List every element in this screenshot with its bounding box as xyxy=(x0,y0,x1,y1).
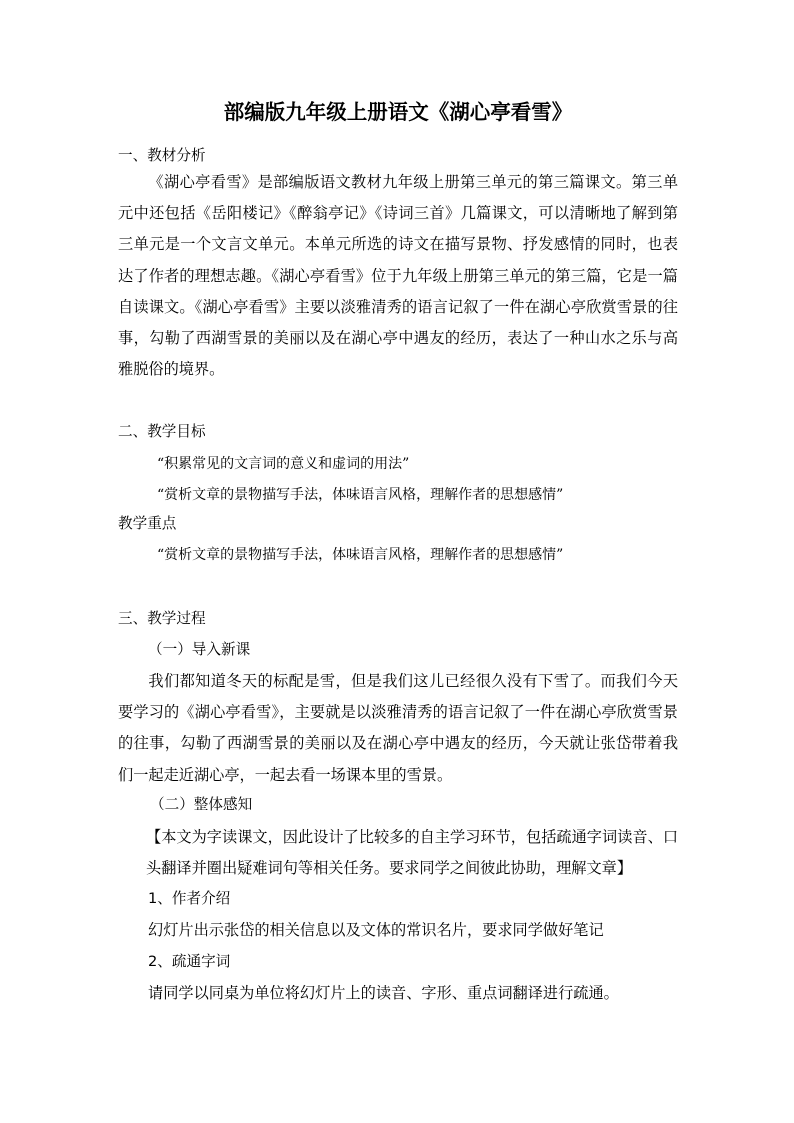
process-part2-heading: （二）整体感知 xyxy=(150,796,253,813)
process-item1-heading: 1、作者介绍 xyxy=(148,890,231,907)
document-title: 部编版九年级上册语文《湖心亭看雪》 xyxy=(223,100,573,124)
analysis-paragraph: 《湖心亭看雪》是部编版语文教材九年级上册第三单元的第三篇课文。第三单元中还包括《岳阳楼记》《醉翁亭记》《诗词三首》几篇课文，可以清晰地了解到第三单元是一个文言文单元。本单元所选的诗文在描写景物、抒发感情的同时，也表达了作者的理想志趣。《湖心亭看雪》位于九年级上册第三单元的第三篇，它是一篇自读课文。《湖心亭看雪》主要以淡雅清秀的语言记叙了一件在湖心亭欣赏雪景的往事，勾勒了西湖雪景的美丽以及在湖心亭中遇友的经历，表达了一种山水之乐与高雅脱俗的境界。 xyxy=(118,173,678,379)
goal-item-2: “赏析文章的景物描写手法，体味语言风格，理解作者的思想感情” xyxy=(157,487,564,503)
process-part1-heading: （一）导入新课 xyxy=(148,641,251,658)
key-points-heading: 教学重点 xyxy=(118,515,177,532)
process-item1-text: 幻灯片出示张岱的相关信息以及文体的常识名片，要求同学做好笔记 xyxy=(148,921,604,939)
process-part2-note: 【本文为字读课文，因此设计了比较多的自主学习环节，包括疏通字词读音、口头翻译并圈出疑难词句等相关任务。要求同学之间彼此协助，理解文章】 xyxy=(146,828,678,878)
section-heading-goals: 二、教学目标 xyxy=(118,423,206,440)
section-heading-process: 三、教学过程 xyxy=(118,610,206,627)
key-point-item-1: “赏析文章的景物描写手法，体味语言风格，理解作者的思想感情” xyxy=(157,547,564,563)
section-heading-analysis: 一、教材分析 xyxy=(118,147,206,164)
goal-item-1: “积累常见的文言词的意义和虚词的用法” xyxy=(157,456,410,472)
process-part1-paragraph: 我们都知道冬天的标配是雪，但是我们这儿已经很久没有下雪了。而我们今天要学习的《湖心亭看雪》，主要就是以淡雅清秀的语言记叙了一件在湖心亭欣赏雪景的往事，勾勒了西湖雪景的美丽以及在湖心亭中遇友的经历，今天就让张岱带着我们一起走近湖心亭，一起去看一场课本里的雪景。 xyxy=(118,672,678,784)
process-item2-heading: 2、疏通字词 xyxy=(148,953,231,970)
process-item2-text: 请同学以同桌为单位将幻灯片上的读音、字形、重点词翻译进行疏通。 xyxy=(148,984,619,1002)
